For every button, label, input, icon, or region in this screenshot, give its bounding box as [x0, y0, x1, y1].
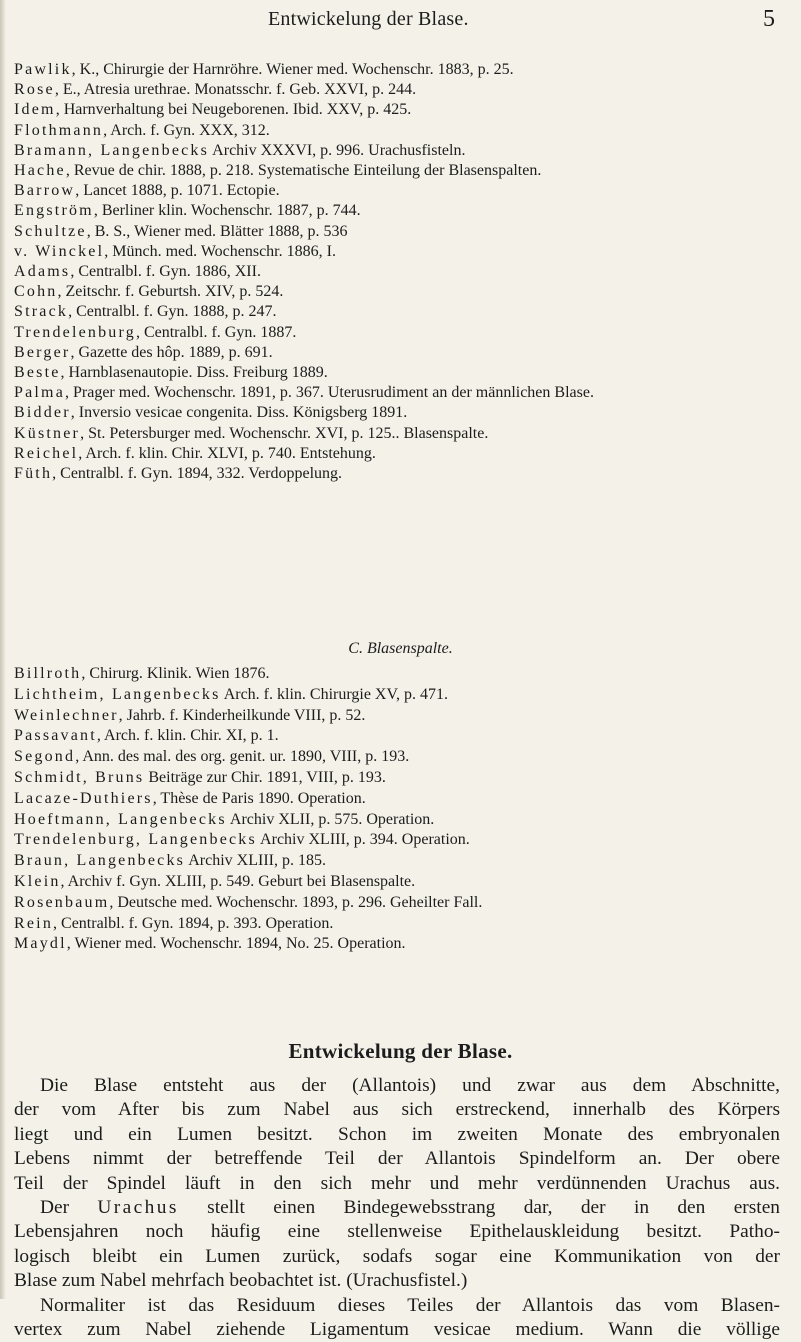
reference-entry	[14, 747, 794, 768]
reference-citation: , Centralbl. f. Gyn. 1886, XII.	[70, 263, 261, 281]
reference-author: Rose	[14, 81, 55, 99]
reference-citation: , Centralbl. f. Gyn. 1888, p. 247.	[68, 303, 277, 321]
page-number: 5	[763, 6, 775, 32]
reference-citation: , Wiener med. Wochenschr. 1894, No. 25. Operation.	[66, 935, 406, 953]
reference-citation: , St. Petersburger med. Wochenschr. XVI, p. 125.. Blasenspalte.	[80, 424, 489, 442]
reference-citation: , Ann. des mal. des org. genit. ur. 1890, VIII, p. 193.	[75, 748, 410, 766]
body-text-fragment: Der	[40, 1197, 98, 1219]
body-paragraphs	[14, 1074, 780, 1342]
reference-entry	[14, 464, 794, 484]
reference-citation: , Centralbl. f. Gyn. 1894, p. 393. Operation.	[53, 914, 334, 932]
section-title: Entwickelung der Blase.	[288, 1039, 513, 1063]
reference-entry	[14, 830, 794, 851]
reference-author: Cohn	[14, 283, 58, 301]
reference-citation: , Arch. f. klin. Chir. XI, p. 1.	[96, 727, 279, 745]
reference-entry	[14, 706, 794, 727]
reference-entry	[14, 810, 794, 831]
reference-author: Bidder	[14, 404, 71, 422]
reference-entry	[14, 201, 794, 221]
reference-citation: , Gazette des hôp. 1889, p. 691.	[70, 343, 273, 361]
body-line: Normaliter ist das Residuum dieses Teiles der Allantois das vom Blasen-	[40, 1294, 780, 1316]
reference-author: Klein	[14, 872, 61, 890]
reference-entry	[14, 242, 794, 262]
reference-citation: , Berliner klin. Wochenschr. 1887, p. 744.	[93, 202, 361, 220]
emphasized-term: Urachus	[97, 1197, 179, 1219]
reference-entry	[14, 363, 794, 383]
reference-author: Engström	[14, 202, 94, 220]
reference-citation: , Centralbl. f. Gyn. 1894, 332. Verdoppelung.	[52, 465, 343, 483]
reference-author: Barrow	[14, 182, 76, 200]
body-line	[14, 1196, 780, 1220]
body-line: Blase zum Nabel mehrfach beobachtet ist. (Urachusfistel.)	[14, 1270, 468, 1292]
reference-author: Strack	[14, 303, 69, 321]
reference-entry	[14, 141, 794, 161]
bibliography-list	[14, 60, 794, 484]
body-line: logisch bleibt ein Lumen zurück, sodafs sogar eine Kommunikation von der	[14, 1245, 780, 1267]
body-line: liegt und ein Lumen besitzt. Schon im zweiten Monate des embryonalen	[14, 1123, 780, 1145]
reference-citation: Archiv XXXVI, p. 996. Urachusfisteln.	[209, 141, 466, 159]
reference-citation: Arch. f. klin. Chirurgie XV, p. 471.	[220, 685, 448, 703]
reference-entry	[14, 60, 794, 80]
subsection-heading: C. Blasenspalte.	[348, 640, 453, 657]
reference-author: Schmidt, Bruns	[14, 768, 145, 786]
reference-entry	[14, 181, 794, 201]
reference-author: Trendelenburg	[14, 323, 136, 341]
reference-author: Rosenbaum	[14, 893, 110, 911]
reference-citation: , Harnblasenautopie. Diss. Freiburg 1889.	[60, 364, 328, 382]
reference-citation: , Archiv f. Gyn. XLIII, p. 549. Geburt bei Blasenspalte.	[60, 872, 416, 890]
reference-author: Maydl	[14, 935, 67, 953]
reference-citation: , Chirurg. Klinik. Wien 1876.	[81, 665, 270, 682]
reference-entry	[14, 222, 794, 242]
reference-citation: , Lancet 1888, p. 1071. Ectopie.	[75, 182, 280, 200]
reference-author: Lichtheim, Langenbecks	[14, 685, 221, 703]
reference-author: Billroth	[14, 665, 82, 682]
reference-author: Füth	[14, 465, 53, 483]
reference-author: Berger	[14, 343, 71, 361]
reference-author: Küstner	[14, 424, 81, 442]
reference-entry	[14, 685, 794, 706]
reference-citation: , Centralbl. f. Gyn. 1887.	[135, 323, 297, 341]
reference-entry	[14, 323, 794, 343]
reference-author: Bramann, Langenbecks	[14, 141, 210, 159]
reference-author: Lacaze-Duthiers	[14, 789, 153, 807]
reference-entry	[14, 262, 794, 282]
bibliography-list-blasenspalte	[14, 664, 794, 955]
reference-citation: , Inversio vesicae congenita. Diss. Königsberg 1891.	[70, 404, 408, 422]
reference-citation: , Arch. f. klin. Chir. XLVI, p. 740. Entstehung.	[78, 444, 376, 462]
reference-author: Rein	[14, 914, 54, 932]
body-line: der vom After bis zum Nabel aus sich erstreckend, innerhalb des Körpers	[14, 1099, 780, 1121]
body-line: Lebensjahren noch häufig eine stellenweise Epithelauskleidung besitzt. Patho-	[14, 1221, 780, 1243]
reference-entry	[14, 282, 794, 302]
body-line: Teil der Spindel läuft in den sich mehr und mehr verdünnenden Urachus aus.	[14, 1172, 780, 1194]
reference-entry	[14, 403, 794, 423]
reference-entry	[14, 768, 794, 789]
reference-entry	[14, 343, 794, 363]
reference-entry	[14, 424, 794, 444]
reference-entry	[14, 100, 794, 120]
reference-citation: , Harnverhaltung bei Neugeborenen. Ibid. XXV, p. 425.	[55, 101, 412, 119]
reference-entry	[14, 851, 794, 872]
reference-entry	[14, 934, 794, 955]
reference-citation: Archiv XLIII, p. 394. Operation.	[256, 831, 470, 849]
reference-citation: , Revue de chir. 1888, p. 218. Systematische Einteilung der Blasenspalten.	[65, 162, 542, 180]
reference-entry	[14, 302, 794, 322]
body-line: vertex zum Nabel ziehende Ligamentum vesicae medium. Wann die völlige	[14, 1319, 780, 1341]
reference-entry	[14, 383, 794, 403]
reference-entry	[14, 914, 794, 935]
reference-citation: , Arch. f. Gyn. XXX, 312.	[103, 121, 270, 139]
reference-entry	[14, 161, 794, 181]
reference-author: Braun, Langenbecks	[14, 852, 186, 870]
reference-citation: Archiv XLII, p. 575. Operation.	[226, 810, 435, 828]
reference-author: Schultze	[14, 222, 87, 240]
reference-entry	[14, 664, 794, 685]
reference-citation: Beiträge zur Chir. 1891, VIII, p. 193.	[144, 768, 386, 786]
body-line: Lebens nimmt der betreffende Teil der Allantois Spindelform an. Der obere	[14, 1148, 780, 1170]
reference-author: v. Winckel	[14, 242, 105, 260]
reference-author: Segond	[14, 748, 76, 766]
reference-citation: , B. S., Wiener med. Blätter 1888, p. 536	[86, 222, 348, 240]
body-text-fragment: stellt einen Bindegewebsstrang dar, der in den ersten	[178, 1197, 780, 1219]
reference-author: Idem	[14, 101, 56, 119]
reference-author: Palma	[14, 384, 65, 402]
reference-entry	[14, 872, 794, 893]
reference-entry	[14, 893, 794, 914]
reference-entry	[14, 444, 794, 464]
running-header	[0, 8, 801, 38]
reference-citation: , Münch. med. Wochenschr. 1886, I.	[104, 242, 336, 260]
reference-citation: Archiv XLIII, p. 185.	[185, 852, 326, 870]
reference-citation: , K., Chirurgie der Harnröhre. Wiener med. Wochenschr. 1883, p. 25.	[71, 61, 514, 78]
reference-author: Trendelenburg, Langenbecks	[14, 831, 257, 849]
reference-citation: , Deutsche med. Wochenschr. 1893, p. 296. Geheilter Fall.	[109, 893, 483, 911]
reference-entry	[14, 80, 794, 100]
body-line: Die Blase entsteht aus der (Allantois) und zwar aus dem Abschnitte,	[40, 1075, 780, 1096]
reference-citation: , Prager med. Wochenschr. 1891, p. 367. Uterusrudiment an der männlichen Blase.	[65, 384, 594, 402]
reference-author: Reichel	[14, 444, 79, 462]
reference-entry	[14, 121, 794, 141]
running-header-title: Entwickelung der Blase.	[268, 8, 469, 30]
reference-author: Flothmann	[14, 121, 104, 139]
reference-author: Beste	[14, 364, 61, 382]
reference-author: Pawlik	[14, 61, 72, 78]
reference-citation: , E., Atresia urethrae. Monatsschr. f. Geb. XXVI, p. 244.	[54, 81, 417, 99]
reference-entry	[14, 789, 794, 810]
reference-citation: , Jahrb. f. Kinderheilkunde VIII, p. 52.	[118, 706, 366, 724]
reference-citation: , Thèse de Paris 1890. Operation.	[152, 789, 366, 807]
reference-author: Adams	[14, 263, 71, 281]
reference-entry	[14, 726, 794, 747]
reference-author: Hoeftmann, Langenbecks	[14, 810, 227, 828]
reference-author: Passavant	[14, 727, 97, 745]
reference-author: Hache	[14, 162, 66, 180]
reference-citation: , Zeitschr. f. Geburtsh. XIV, p. 524.	[57, 283, 284, 301]
reference-author: Weinlechner	[14, 706, 119, 724]
